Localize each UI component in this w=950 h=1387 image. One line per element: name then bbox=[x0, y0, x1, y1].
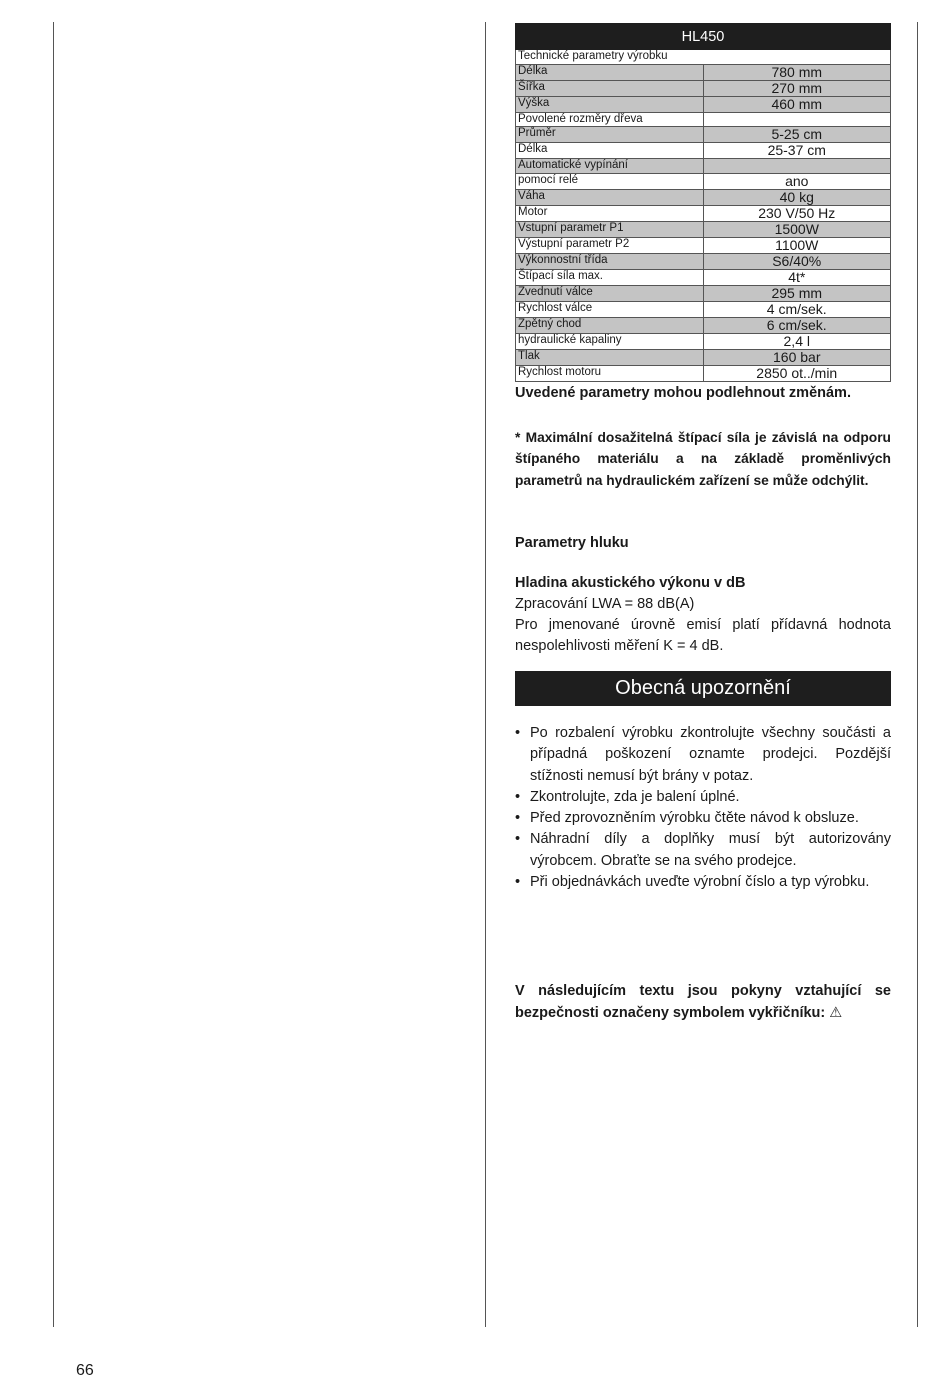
left-margin-rule bbox=[53, 22, 54, 1327]
list-item bbox=[515, 787, 891, 808]
spec-table bbox=[515, 23, 891, 382]
right-margin-rule bbox=[917, 22, 918, 1327]
list-item-text: Před zprovozněním výrobku čtěte návod k obsluze. bbox=[530, 810, 859, 827]
splitting-force-footnote: * Maximální dosažitelná štípací síla je závislá na odporu štípaného materiálu a na základě proměnlivých parametrů na hydraulickém zařízení se může odchýlit. bbox=[515, 429, 891, 488]
list-item-text: Po rozbalení výrobku zkontrolujte všechny součásti a případná poškození oznamte prodejci. Pozdější stížnosti nemusí být brány v potaz. bbox=[530, 725, 891, 784]
spec-label: Zvednutí válce bbox=[516, 285, 704, 301]
spec-row bbox=[516, 285, 891, 301]
spec-value: 2850 ot../min bbox=[703, 365, 891, 381]
spec-value: 230 V/50 Hz bbox=[703, 205, 891, 221]
right-column bbox=[515, 23, 891, 1039]
spec-label: Výška bbox=[516, 96, 704, 112]
spec-row bbox=[516, 349, 891, 365]
spec-label: Výkonnostní třída bbox=[516, 253, 704, 269]
spec-label: Zpětný chod bbox=[516, 317, 704, 333]
list-item bbox=[515, 808, 891, 829]
spec-table-header: HL450 bbox=[516, 24, 891, 50]
general-warnings-banner: Obecná upozornění bbox=[515, 671, 891, 706]
spec-label: Rychlost válce bbox=[516, 301, 704, 317]
list-item-text: Při objednávkách uveďte výrobní číslo a typ výrobku. bbox=[530, 874, 870, 891]
spec-value bbox=[703, 112, 891, 127]
spec-value: ano bbox=[703, 173, 891, 189]
list-item bbox=[515, 872, 891, 893]
spec-row bbox=[516, 253, 891, 269]
spec-value: 270 mm bbox=[703, 80, 891, 96]
bullet-icon: • bbox=[515, 725, 521, 741]
spec-value: 1500W bbox=[703, 221, 891, 237]
spec-label: Výstupní parametr P2 bbox=[516, 237, 704, 253]
spec-row bbox=[516, 237, 891, 253]
spec-value: 6 cm/sek. bbox=[703, 317, 891, 333]
spec-row bbox=[516, 127, 891, 143]
bullet-icon: • bbox=[515, 831, 521, 848]
spec-label: Průměr bbox=[516, 127, 704, 143]
spec-value: 4t* bbox=[703, 269, 891, 285]
spec-row bbox=[516, 80, 891, 96]
spec-value: 160 bar bbox=[703, 349, 891, 365]
spec-label: Šířka bbox=[516, 80, 704, 96]
spec-row bbox=[516, 96, 891, 112]
spec-row bbox=[516, 205, 891, 221]
noise-uncertainty-text: Pro jmenované úrovně emisí platí přídavná hodnota nespolehlivosti měření K = 4 dB. bbox=[515, 617, 891, 654]
spec-label: Rychlost motoru bbox=[516, 365, 704, 381]
spec-label: Štípací síla max. bbox=[516, 269, 704, 285]
spec-value: 25-37 cm bbox=[703, 143, 891, 159]
spec-value: 1100W bbox=[703, 237, 891, 253]
spec-label: Povolené rozměry dřeva bbox=[516, 112, 704, 127]
list-item-text: Zkontrolujte, zda je balení úplné. bbox=[530, 788, 740, 805]
spec-label: pomocí relé bbox=[516, 173, 704, 189]
noise-section-title: Parametry hluku bbox=[515, 535, 629, 551]
list-item bbox=[515, 829, 891, 872]
params-change-note: Uvedené parametry mohou podlehnout změnám. bbox=[515, 384, 851, 401]
spec-value bbox=[703, 159, 891, 174]
spec-row bbox=[516, 269, 891, 285]
spec-value: 780 mm bbox=[703, 64, 891, 80]
spec-value: 4 cm/sek. bbox=[703, 301, 891, 317]
spec-label: Délka bbox=[516, 143, 704, 159]
spec-value: 295 mm bbox=[703, 285, 891, 301]
noise-lwa-value: Zpracování LWA = 88 dB(A) bbox=[515, 596, 695, 612]
spec-value: 40 kg bbox=[703, 189, 891, 205]
spec-label: Délka bbox=[516, 64, 704, 80]
spec-value: 460 mm bbox=[703, 96, 891, 112]
bullet-icon: • bbox=[515, 874, 521, 891]
spec-row bbox=[516, 301, 891, 317]
list-item bbox=[515, 723, 891, 787]
spec-row bbox=[516, 189, 891, 205]
general-warnings-list bbox=[515, 723, 891, 893]
spec-row bbox=[516, 221, 891, 237]
spec-label: Automatické vypínání bbox=[516, 159, 704, 174]
spec-row bbox=[516, 64, 891, 80]
spec-label: hydraulické kapaliny bbox=[516, 333, 704, 349]
safety-symbol-note: V následujícím textu jsou pokyny vztahující se bezpečnosti označeny symbolem vykřičníku: ⚠ bbox=[515, 983, 891, 1021]
spec-row bbox=[516, 365, 891, 381]
spec-value: 2,4 l bbox=[703, 333, 891, 349]
spec-row bbox=[516, 317, 891, 333]
spec-value: S6/40% bbox=[703, 253, 891, 269]
spec-row bbox=[516, 112, 891, 127]
spec-row bbox=[516, 173, 891, 189]
spec-row bbox=[516, 143, 891, 159]
spec-row bbox=[516, 333, 891, 349]
center-margin-rule bbox=[485, 22, 486, 1327]
bullet-icon: • bbox=[515, 788, 521, 805]
spec-value: 5-25 cm bbox=[703, 127, 891, 143]
page-number: 66 bbox=[76, 1362, 94, 1379]
spec-table-intro: Technické parametry výrobku bbox=[516, 50, 891, 65]
list-item-text: Náhradní díly a doplňky musí být autorizovány výrobcem. Obraťte se na svého prodejce. bbox=[530, 831, 891, 869]
spec-label: Vstupní parametr P1 bbox=[516, 221, 704, 237]
spec-row bbox=[516, 159, 891, 174]
noise-subtitle: Hladina akustického výkonu v dB bbox=[515, 575, 746, 591]
spec-label: Tlak bbox=[516, 349, 704, 365]
spec-label: Váha bbox=[516, 189, 704, 205]
bullet-icon: • bbox=[515, 810, 521, 827]
spec-label: Motor bbox=[516, 205, 704, 221]
